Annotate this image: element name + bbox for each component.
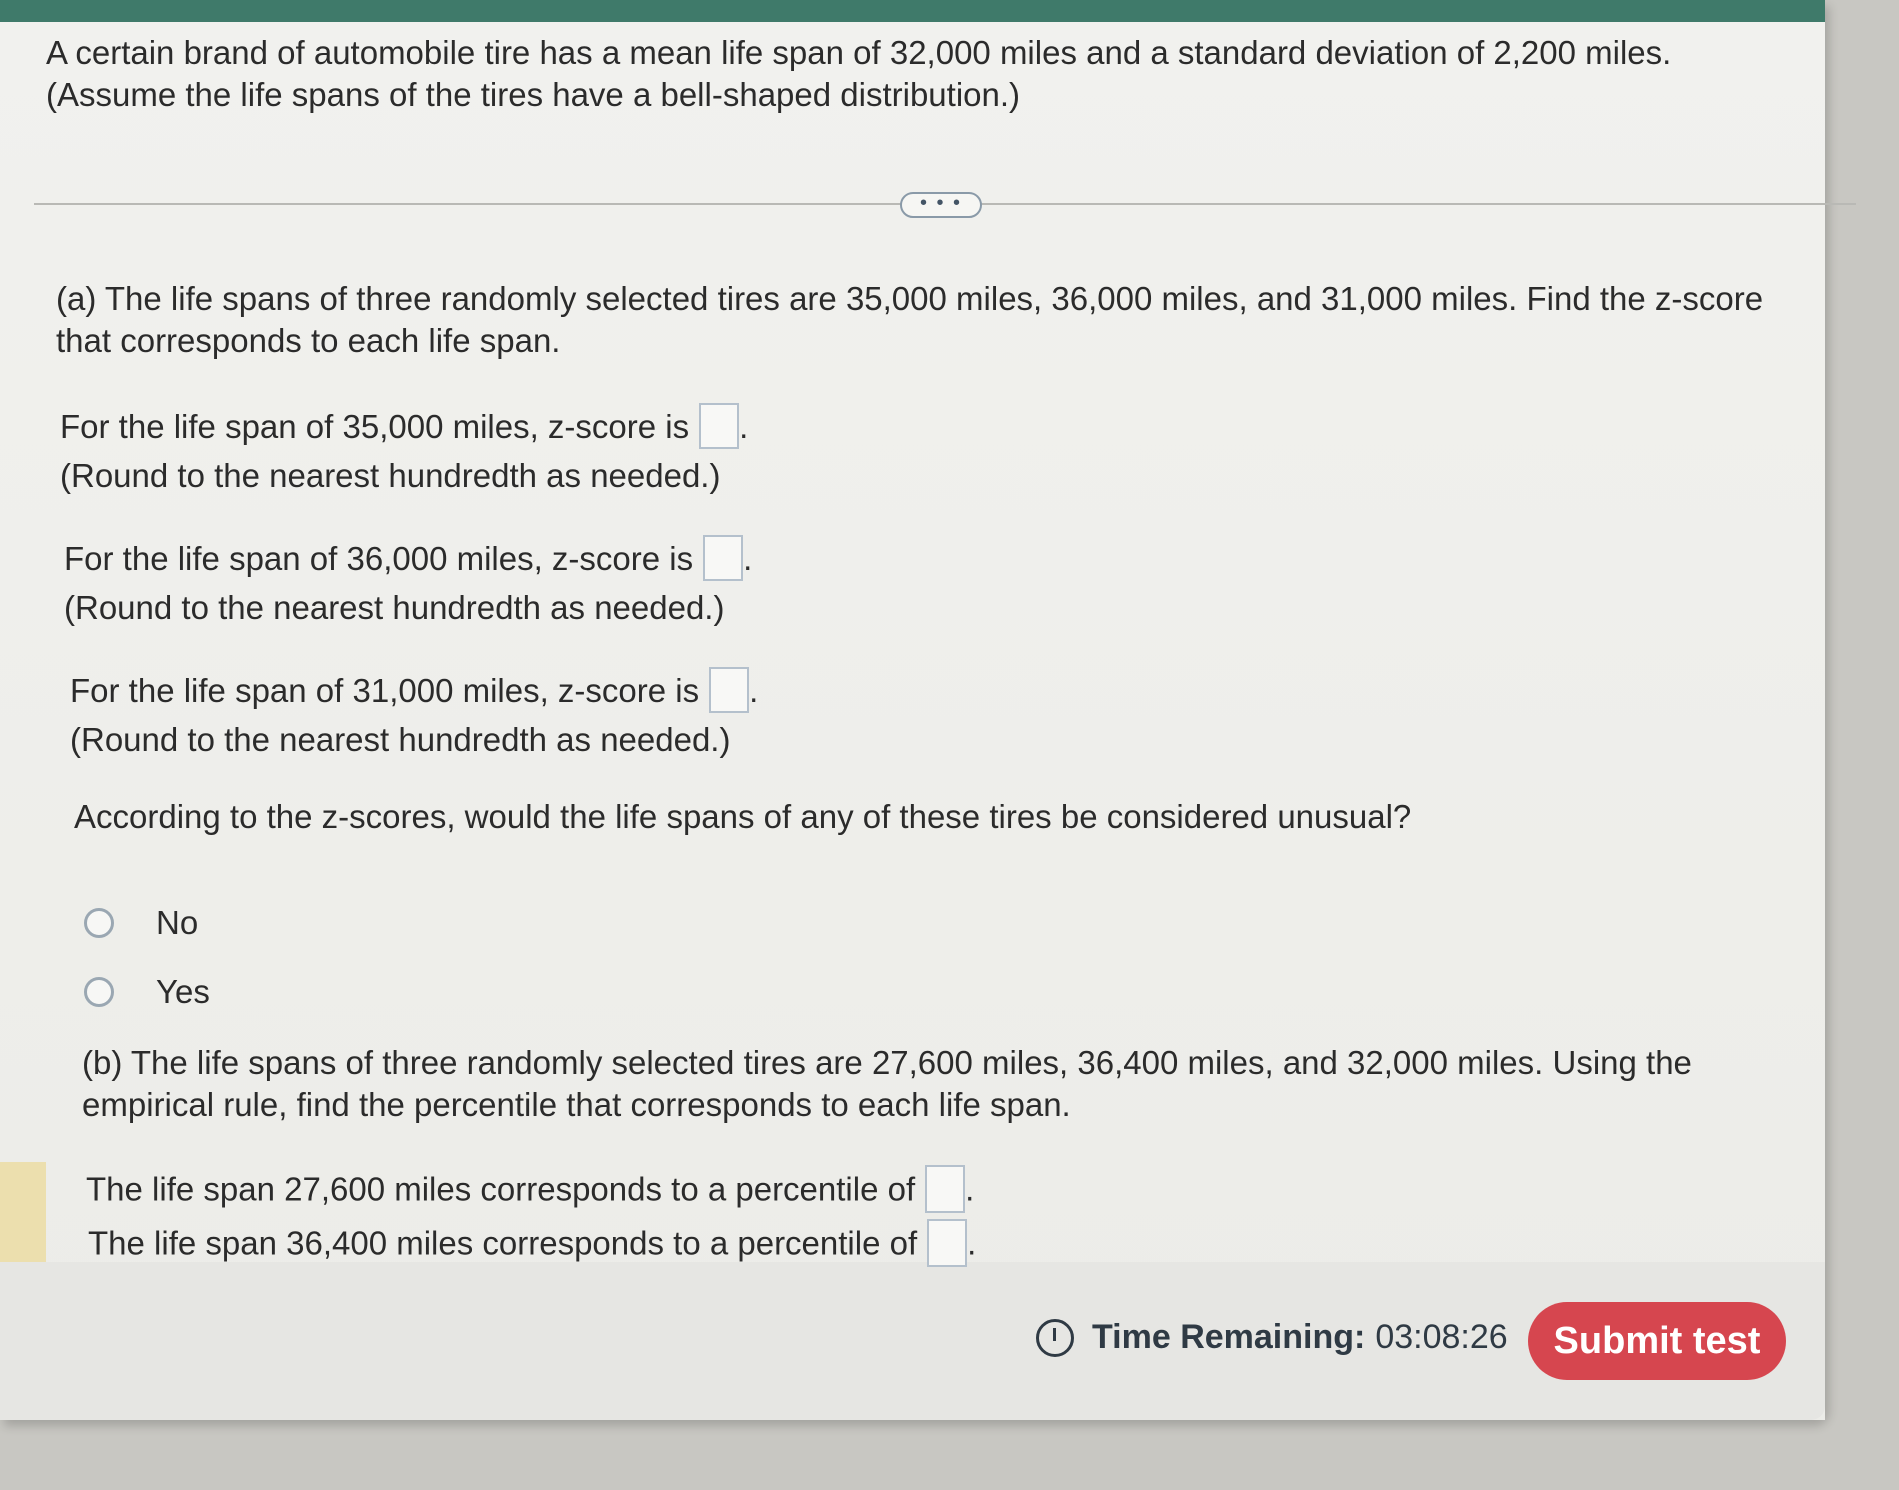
option-yes-label: Yes <box>156 973 210 1010</box>
z-score-item-3 <box>70 670 758 716</box>
expand-more-button[interactable]: • • • <box>900 192 982 218</box>
percentile-item-1 <box>86 1168 974 1216</box>
z-score-input-1[interactable] <box>699 403 739 449</box>
submit-test-button[interactable]: Submit test <box>1528 1302 1786 1380</box>
period: . <box>749 672 759 709</box>
percentile-input-2[interactable] <box>927 1219 967 1267</box>
z-score-item-1 <box>60 406 748 452</box>
percentile-item-2 <box>88 1222 976 1270</box>
unusual-question: According to the z-scores, would the life spans of any of these tires be considered unusual? <box>74 798 1412 835</box>
round-note-2: (Round to the nearest hundredth as needed.) <box>64 589 725 626</box>
option-no[interactable] <box>84 904 198 942</box>
z-score-prompt-1: For the life span of 35,000 miles, z-score is <box>60 408 690 445</box>
top-bar <box>0 0 1825 22</box>
z-score-prompt-3: For the life span of 31,000 miles, z-score is <box>70 672 700 709</box>
z-score-item-2 <box>64 538 752 584</box>
radio-no[interactable] <box>84 908 114 938</box>
period: . <box>743 540 753 577</box>
time-remaining <box>1036 1318 1508 1357</box>
percentile-input-1[interactable] <box>925 1165 965 1213</box>
timer-value: 03:08:26 <box>1375 1318 1508 1356</box>
option-yes[interactable] <box>84 973 210 1011</box>
part-b-question: (b) The life spans of three randomly selected tires are 27,600 miles, 36,400 miles, and 32,000 miles. Using the empirical rule, find the percentile that corresponds to each life span. <box>82 1044 1692 1123</box>
clock-icon <box>1036 1319 1074 1357</box>
period: . <box>967 1224 977 1262</box>
z-score-input-3[interactable] <box>709 667 749 713</box>
percentile-prompt-2: The life span 36,400 miles corresponds to a percentile of <box>88 1224 918 1262</box>
period: . <box>965 1170 975 1208</box>
round-note-3: (Round to the nearest hundredth as needed.) <box>70 721 731 758</box>
z-score-prompt-2: For the life span of 36,000 miles, z-score is <box>64 540 694 577</box>
timer-label: Time Remaining: <box>1092 1318 1366 1356</box>
round-note-1: (Round to the nearest hundredth as needed.) <box>60 457 721 494</box>
percentile-prompt-1: The life span 27,600 miles corresponds to a percentile of <box>86 1170 916 1208</box>
z-score-input-2[interactable] <box>703 535 743 581</box>
radio-yes[interactable] <box>84 977 114 1007</box>
problem-statement: A certain brand of automobile tire has a mean life span of 32,000 miles and a standard deviation of 2,200 miles. (Assume the life spans of the tires have a bell-shaped distribution.) <box>46 34 1672 113</box>
part-a-question: (a) The life spans of three randomly selected tires are 35,000 miles, 36,000 miles, and 31,000 miles. Find the z-score that corresponds to each life span. <box>56 280 1764 359</box>
option-no-label: No <box>156 904 199 941</box>
period: . <box>739 408 749 445</box>
